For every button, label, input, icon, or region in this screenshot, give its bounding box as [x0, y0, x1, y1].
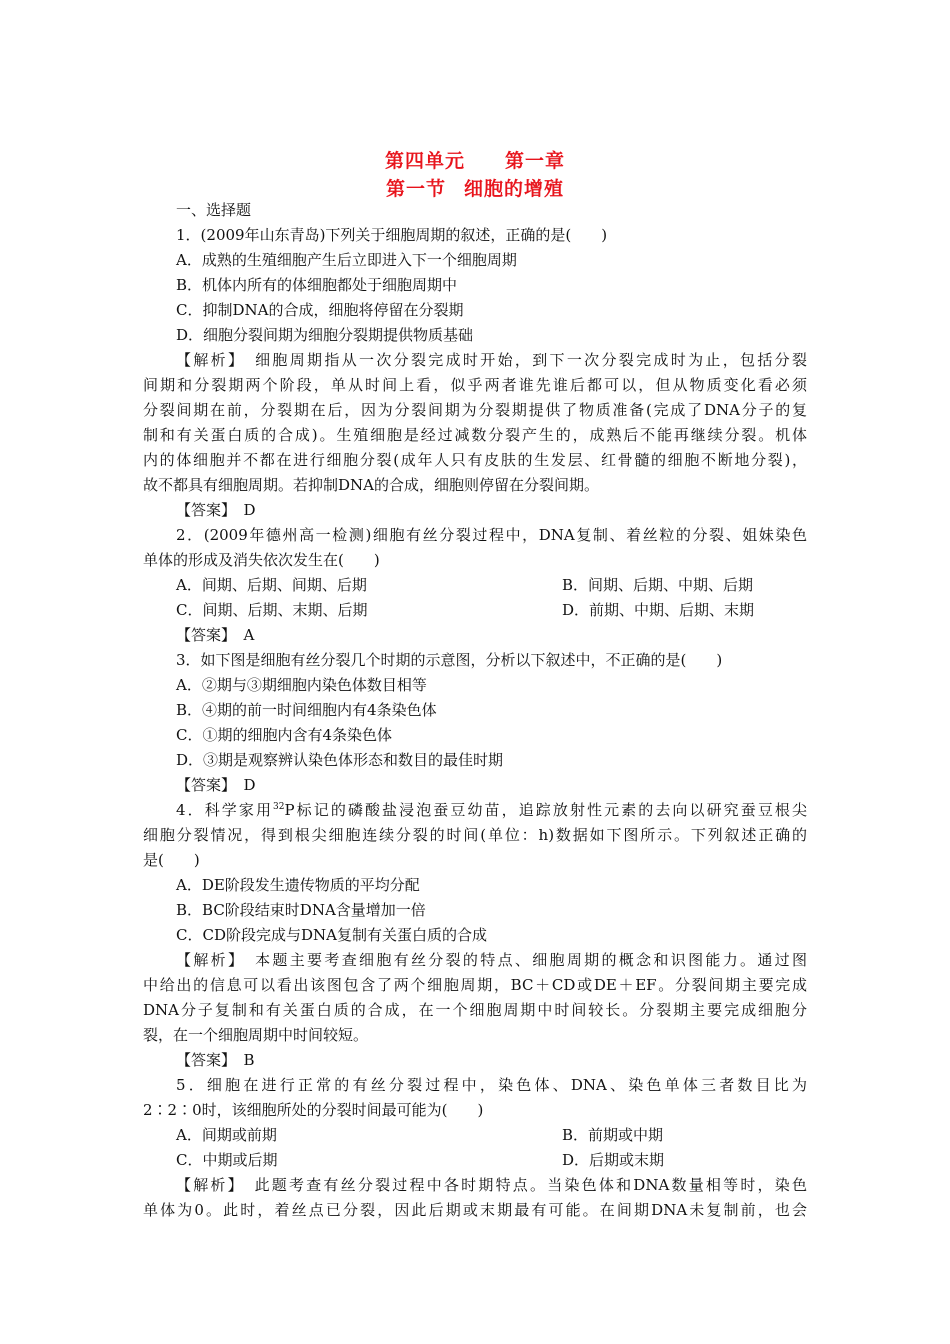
q4-answer: 【答案】 B: [176, 1051, 255, 1069]
q1-analysis-line: 间期和分裂期两个阶段，单从时间上看，似乎两者谁先谁后都可以，但从物质变化看必须: [143, 376, 807, 394]
q1-option-c: C．抑制DNA的合成，细胞将停留在分裂期: [176, 301, 464, 319]
q4-option-c: C．CD阶段完成与DNA复制有关蛋白质的合成: [176, 926, 487, 944]
unit-title: 第四单元: [384, 150, 465, 172]
q2-option-a: A．间期、后期、间期、后期: [176, 576, 367, 594]
q4-analysis-line: 裂，在一个细胞周期中时间较短。: [143, 1026, 369, 1044]
q4-stem-pre: 4．科学家用: [176, 801, 274, 819]
q3-answer: 【答案】 D: [176, 776, 256, 794]
q5-option-c: C．中期或后期: [176, 1151, 278, 1169]
section-topic: 细胞的增殖: [464, 178, 565, 200]
q4-option-a: A．DE阶段发生遗传物质的平均分配: [176, 876, 420, 894]
q3-option-a: A．②期与③期细胞内染色体数目相等: [176, 676, 427, 694]
q2-option-b: B．间期、后期、中期、后期: [562, 576, 754, 594]
q5-option-b: B．前期或中期: [562, 1126, 664, 1144]
q1-answer: 【答案】 D: [176, 501, 256, 519]
q3-option-c: C．①期的细胞内含有4条染色体: [176, 726, 393, 744]
q1-analysis-line: 制和有关蛋白质的合成)。生殖细胞是经过减数分裂产生的，成熟后不能再继续分裂。机体: [143, 426, 807, 444]
q5-option-d: D．后期或末期: [562, 1151, 665, 1169]
chapter-title: 第一章: [505, 150, 566, 172]
q4-analysis-line: DNA分子复制和有关蛋白质的合成，在一个细胞周期中时间较长。分裂期主要完成细胞分: [143, 1001, 807, 1019]
q4-stem-cont: 是( ): [143, 851, 200, 869]
q1-analysis-line: 分裂间期在前，分裂期在后，因为分裂间期为分裂期提供了物质准备(完成了DNA分子的复: [143, 401, 807, 419]
section-title: [0, 174, 950, 201]
q1-analysis-line: 故不都具有细胞周期。若抑制DNA的合成，细胞则停留在分裂间期。: [143, 476, 599, 494]
q1-analysis-line: 【解析】 细胞周期指从一次分裂完成时开始，到下一次分裂完成时为止，包括分裂: [176, 351, 807, 369]
q2-stem: 2．(2009年德州高一检测)细胞有丝分裂过程中，DNA复制、着丝粒的分裂、姐妹染色: [176, 526, 807, 544]
q4-stem-cont: 细胞分裂情况，得到根尖细胞连续分裂的时间(单位：h)数据如下图所示。下列叙述正确的: [143, 826, 807, 844]
q4-analysis-line: 【解析】 本题主要考查细胞有丝分裂的特点、细胞周期的概念和识图能力。通过图: [176, 951, 807, 969]
q2-stem-cont: 单体的形成及消失依次发生在( ): [143, 551, 380, 569]
q2-option-c: C．间期、后期、末期、后期: [176, 601, 368, 619]
q1-analysis-line: 内的体细胞并不都在进行细胞分裂(成年人只有皮肤的生发层、红骨髓的细胞不断地分裂)，: [143, 451, 807, 469]
q1-option-d: D．细胞分裂间期为细胞分裂期提供物质基础: [176, 326, 474, 344]
unit-chapter-title: [0, 146, 950, 173]
q4-stem: [176, 800, 807, 820]
q4-stem-post: P标记的磷酸盐浸泡蚕豆幼苗，追踪放射性元素的去向以研究蚕豆根尖: [284, 801, 807, 819]
q1-option-a: A．成熟的生殖细胞产生后立即进入下一个细胞周期: [176, 251, 517, 269]
q5-stem: 5．细胞在进行正常的有丝分裂过程中，染色体、DNA、染色单体三者数目比为: [176, 1076, 807, 1094]
q5-analysis-line: 单体为0。此时，着丝点已分裂，因此后期或末期最有可能。在间期DNA未复制前，也会: [143, 1201, 807, 1219]
q3-option-b: B．④期的前一时间细胞内有4条染色体: [176, 701, 437, 719]
q5-stem-cont: 2∶2∶0时，该细胞所处的分裂时间最可能为( ): [143, 1101, 484, 1119]
q1-stem: 1．(2009年山东青岛)下列关于细胞周期的叙述，正确的是( ): [176, 226, 608, 244]
section-number: 第一节: [385, 178, 446, 200]
q4-option-b: B．BC阶段结束时DNA含量增加一倍: [176, 901, 426, 919]
q3-option-d: D．③期是观察辨认染色体形态和数目的最佳时期: [176, 751, 504, 769]
q2-option-d: D．前期、中期、后期、末期: [562, 601, 755, 619]
q5-option-a: A．间期或前期: [176, 1126, 277, 1144]
q5-analysis-line: 【解析】 此题考查有丝分裂过程中各时期特点。当染色体和DNA数量相等时，染色: [176, 1176, 807, 1194]
q3-stem: 3．如下图是细胞有丝分裂几个时期的示意图，分析以下叙述中，不正确的是( ): [176, 651, 723, 669]
q1-option-b: B．机体内所有的体细胞都处于细胞周期中: [176, 276, 458, 294]
q4-analysis-line: 中给出的信息可以看出该图包含了两个细胞周期，BC＋CD或DE＋EF。分裂间期主要完成: [143, 976, 807, 994]
q2-answer: 【答案】 A: [176, 626, 255, 644]
section-heading: 一、选择题: [176, 201, 252, 219]
q4-isotope-superscript: 32: [273, 802, 285, 812]
